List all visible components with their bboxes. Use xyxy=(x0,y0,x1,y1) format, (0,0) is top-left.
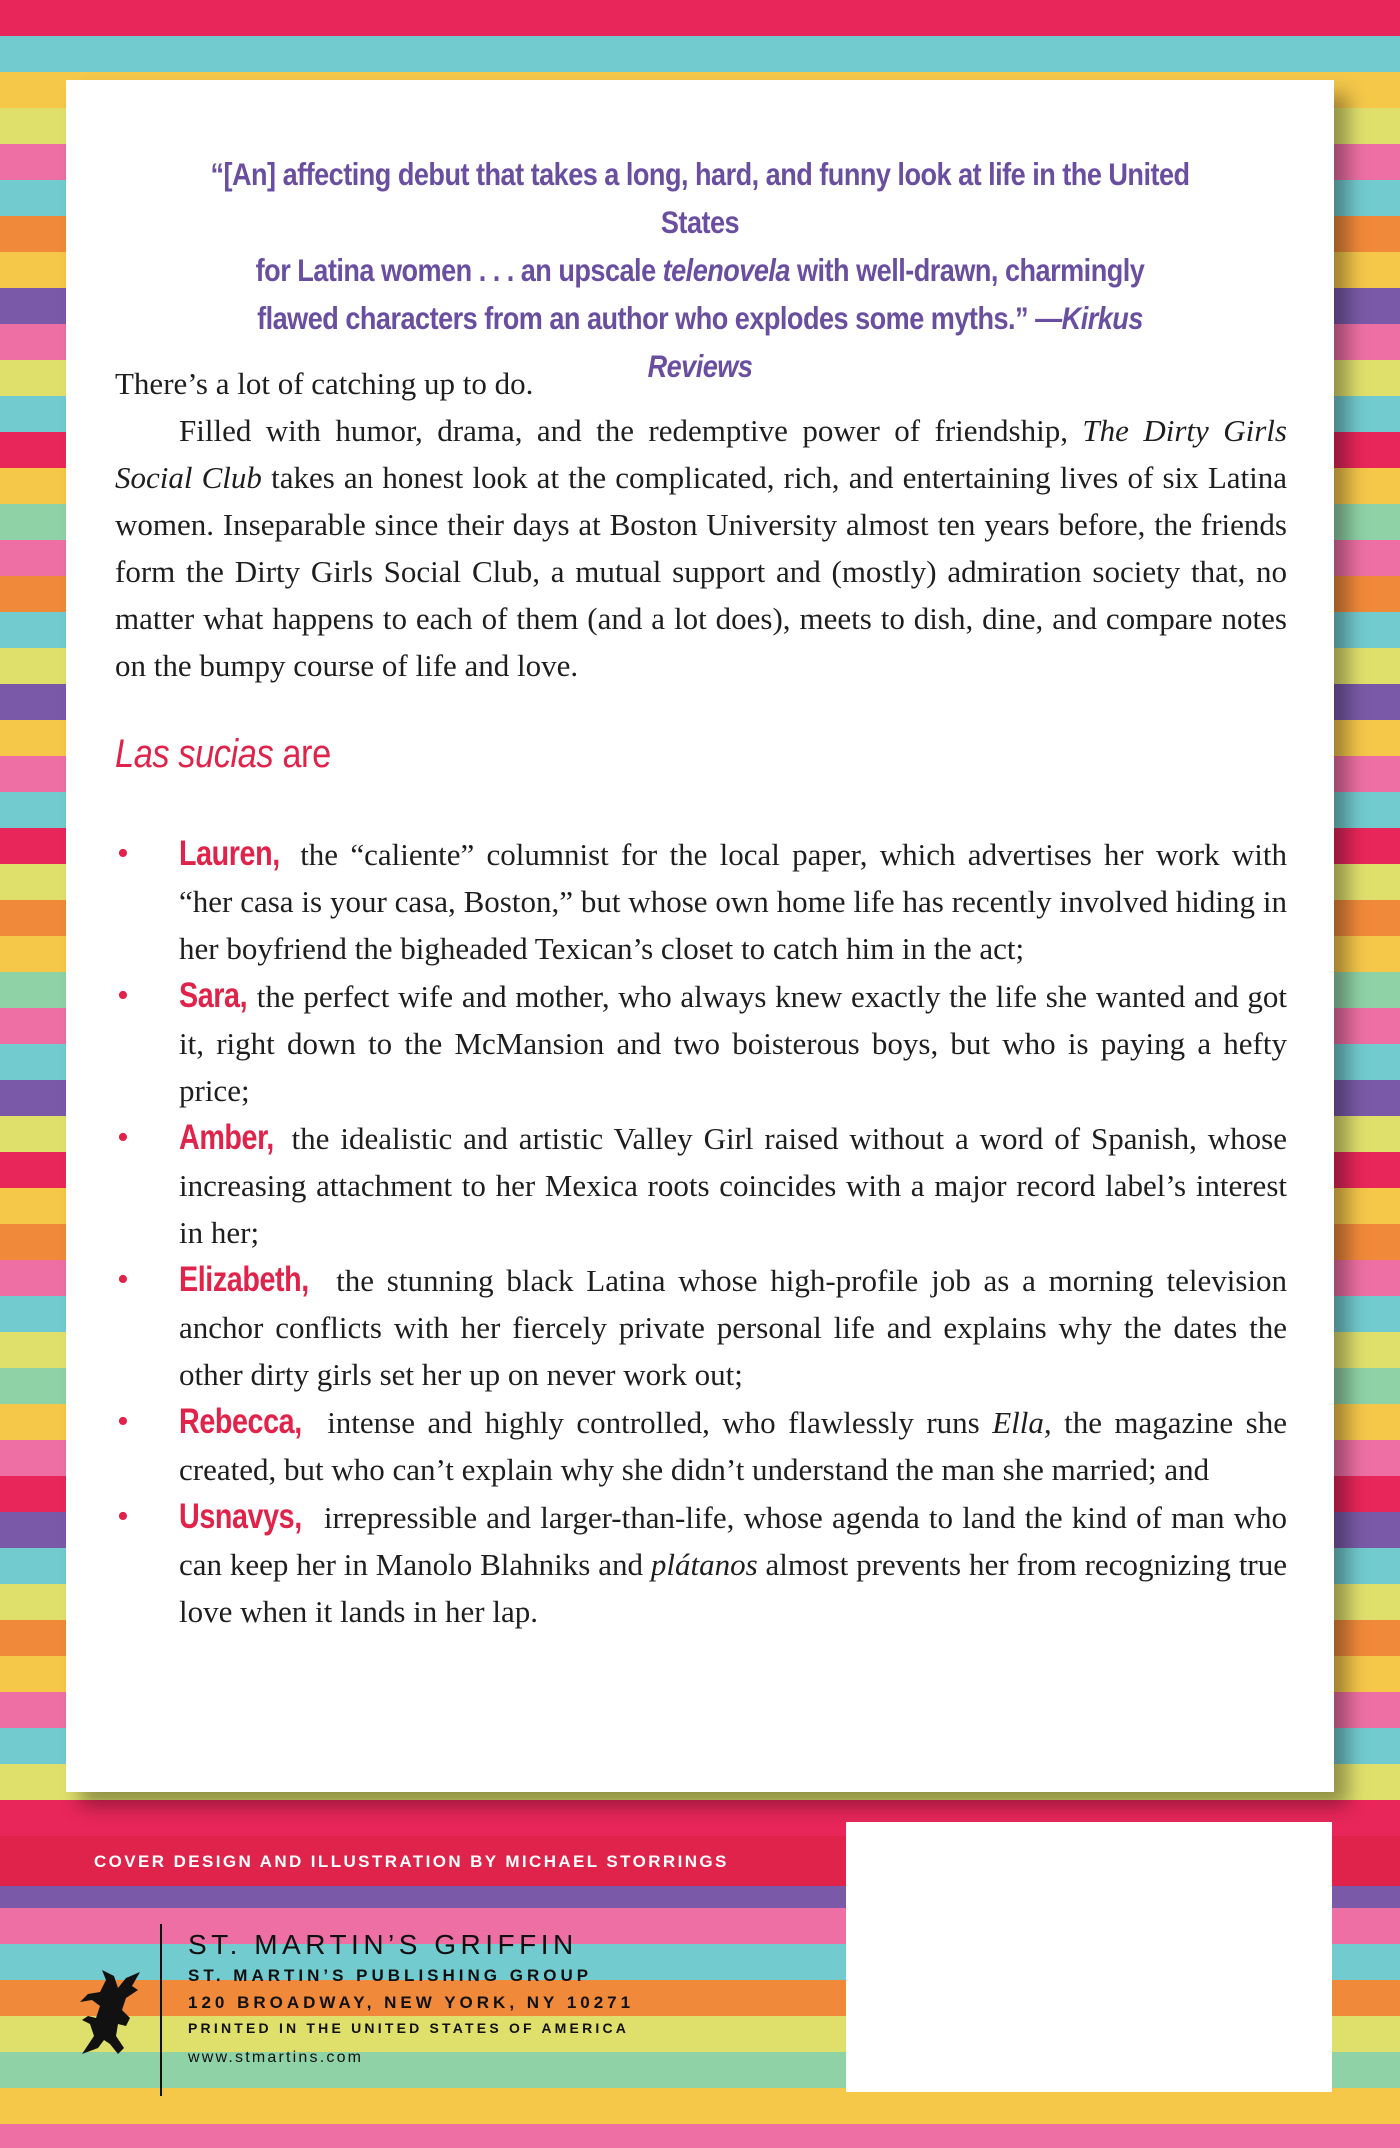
character-name: Usnavys, xyxy=(179,1497,302,1536)
quote-line-2: for Latina women . . . an upscale telenovela with well-drawn, charmingly xyxy=(255,252,1145,288)
section-heading: Las sucias are xyxy=(115,732,331,776)
publisher-group: ST. MARTIN’S PUBLISHING GROUP xyxy=(188,1966,593,1985)
intro-paragraph-2: Filled with humor, drama, and the redemptive power of friendship, The Dirty Girls Social Club takes an honest look at the complicated, rich, and entertaining lives of six Latina women. Inseparable since their days at Boston University almost ten years before, the friends form the Dirty Girls Social Club, a mutual support and (mostly) admiration society that, no matter what happens to each of them (and a lot does), meets to dish, dine, and compare notes on the bumpy course of life and love. xyxy=(115,413,1287,683)
character-item-amber: • Amber, the idealistic and artistic Valley Girl raised without a word of Spanish, whose increasing attachment to her Mexica roots coincides with a major record label’s interest in her; xyxy=(115,1114,1287,1256)
publisher-name: ST. MARTIN’S GRIFFIN xyxy=(188,1929,578,1960)
character-name: Sara, xyxy=(179,976,248,1015)
character-item-lauren: • Lauren, the “caliente” columnist for the local paper, which advertises her work with “her casa is your casa, Boston,” but whose own home life has recently involved hiding in her boyfriend the bigheaded Texican’s closet to catch him in the act; xyxy=(115,830,1287,972)
review-quote xyxy=(210,150,1190,390)
bullet-icon: • xyxy=(117,1261,129,1298)
bullet-icon: • xyxy=(117,1403,129,1440)
bullet-icon: • xyxy=(117,1498,129,1535)
character-item-usnavys: • Usnavys, irrepressible and larger-than-life, whose agenda to land the kind of man who can keep her in Manolo Blahniks and plátanos almost prevents her from recognizing true love when it lands in her lap. xyxy=(115,1493,1287,1635)
character-name: Elizabeth, xyxy=(179,1260,309,1299)
character-name: Amber, xyxy=(179,1118,274,1157)
intro-text xyxy=(115,360,1287,689)
printed-in: PRINTED IN THE UNITED STATES OF AMERICA xyxy=(188,2020,630,2036)
bullet-icon: • xyxy=(117,977,129,1014)
cover-credit: COVER DESIGN AND ILLUSTRATION BY MICHAEL STORRINGS xyxy=(94,1852,729,1871)
barcode-area xyxy=(846,1822,1332,2092)
publisher-website: www.stmartins.com xyxy=(188,2049,364,2066)
stripe xyxy=(0,2124,1400,2148)
book-title: The Dirty Girls Social Club xyxy=(115,413,1287,495)
character-item-sara: • Sara, the perfect wife and mother, who always knew exactly the life she wanted and got it, right down to the McMansion and two boisterous boys, but who is paying a hefty price; xyxy=(115,972,1287,1114)
italic-term: plátanos xyxy=(650,1547,758,1582)
quote-source: Kirkus Reviews xyxy=(647,300,1143,384)
bullet-icon: • xyxy=(117,1119,129,1156)
quote-italic-term: telenovela xyxy=(662,252,790,288)
publisher-block xyxy=(160,1924,700,2096)
stripe xyxy=(0,0,1400,36)
quote-line-1: “[An] affecting debut that takes a long, hard, and funny look at life in the United States xyxy=(210,156,1190,240)
griffin-icon xyxy=(74,1966,144,2058)
publisher-address: 120 BROADWAY, NEW YORK, NY 10271 xyxy=(188,1993,635,2012)
character-name: Lauren, xyxy=(179,834,280,873)
character-item-elizabeth: • Elizabeth, the stunning black Latina whose high-profile job as a morning television anchor conflicts with her fiercely private personal life and explains why the dates the other dirty girls set her up on never work out; xyxy=(115,1256,1287,1398)
character-list xyxy=(115,830,1287,1635)
stripe xyxy=(0,36,1400,72)
character-name: Rebecca, xyxy=(179,1402,302,1441)
bullet-icon: • xyxy=(117,835,129,872)
character-item-rebecca: • Rebecca, intense and highly controlled, who flawlessly runs Ella, the magazine she created, but who can’t explain why she didn’t understand the man she married; and xyxy=(115,1398,1287,1493)
quote-line-3: flawed characters from an author who explodes some myths.” —Kirkus Reviews xyxy=(257,300,1143,384)
magazine-title: Ella, xyxy=(992,1405,1052,1440)
intro-paragraph-1: There’s a lot of catching up to do. xyxy=(115,366,534,401)
